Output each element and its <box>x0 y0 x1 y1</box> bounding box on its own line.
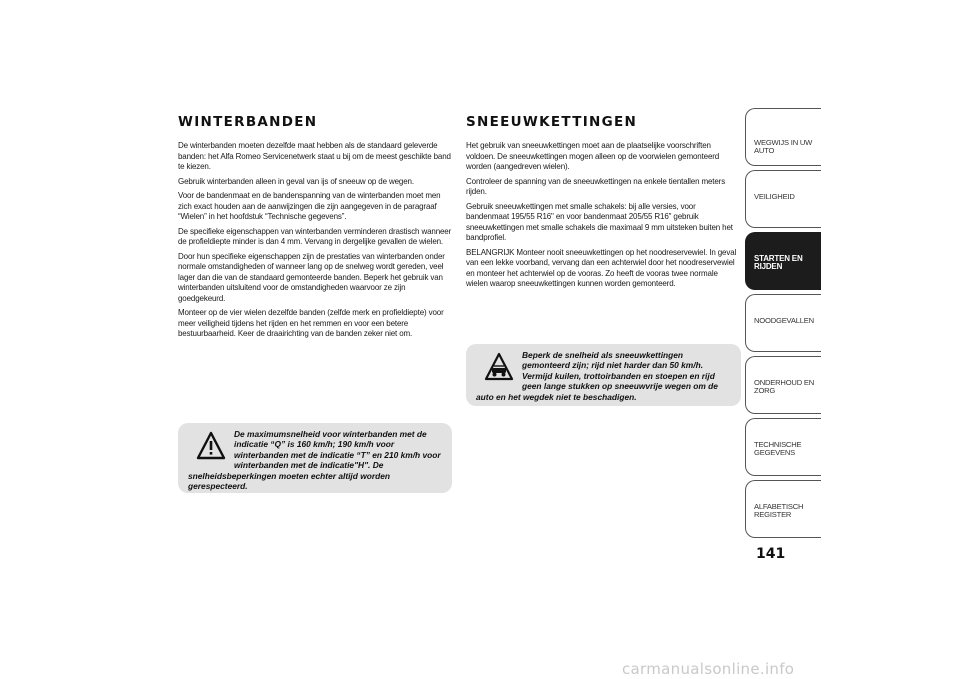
warning-text: Beperk de snelheid als sneeuwkettingen gemonteerd zijn; rijd niet harder dan 50 km/h. Vermijd kuilen, trottoirbanden en stoepen en rijd geen lange stukken op sneeuwvrije wegen om de auto en het wegdek niet te beschadigen. <box>476 350 718 402</box>
paragraph: Het gebruik van sneeuwkettingen moet aan de plaatselijke voorschriften voldoen. De sneeuwkettingen mogen alleen op de voorwielen gemonteerd worden (aangedreven wielen). <box>466 140 720 171</box>
tab-noodgevallen[interactable]: NOODGEVALLEN <box>745 294 821 352</box>
paragraph: Gebruik winterbanden alleen in geval van ijs of sneeuw op de wegen. <box>178 175 414 186</box>
section-title: WINTERBANDEN <box>178 114 318 130</box>
tab-alfabetisch-register[interactable]: ALFABETISCH REGISTER <box>745 480 821 538</box>
paragraph: Controleer de spanning van de sneeuwkettingen na enkele tientallen meters rijden. <box>466 175 726 196</box>
warning-box-chains <box>466 344 741 406</box>
paragraph: Gebruik sneeuwkettingen met smalle schakels: bij alle versies, voor bandenmaat 195/55 R16" en voor bandenmaat 205/55 R16" gebruik sneeuwkettingen met smalle schakels die maximaal 9 mm uitsteken buiten het bandprofiel. <box>466 200 733 242</box>
paragraph: Monteer op de vier wielen dezelfde banden (zelfde merk en profieldiepte) voor meer veiligheid tijdens het rijden en het remmen en voor een betere bestuurbaarheid. Keer de draairichting van de banden zeker niet om. <box>178 307 444 338</box>
warning-triangle-icon <box>196 431 226 461</box>
section-title: SNEEUWKETTINGEN <box>466 114 638 130</box>
section-sneeuwkettingen <box>466 114 740 293</box>
tab-technische-gegevens[interactable]: TECHNISCHE GEGEVENS <box>745 418 821 476</box>
paragraph: De winterbanden moeten dezelfde maat hebben als de standaard geleverde banden: het Alfa Romeo Servicenetwerk staat u bij om de meest geschikte band te kiezen. <box>178 140 451 171</box>
tab-wegwijs[interactable]: WEGWIJS IN UW AUTO <box>745 108 821 166</box>
paragraph: De specifieke eigenschappen van winterbanden verminderen drastisch wanneer de profieldiepte minder is dan 4 mm. Vervang in dergelijke gevallen de wielen. <box>178 225 452 246</box>
chapter-tabs <box>745 108 821 542</box>
warning-box-winter <box>178 423 452 493</box>
tab-starten-en-rijden[interactable]: STARTEN EN RIJDEN <box>745 232 821 290</box>
snow-chains-warning-icon <box>484 352 514 382</box>
paragraph: Door hun specifieke eigenschappen zijn de prestaties van winterbanden onder normale omstandigheden of wanneer lang op de snelweg wordt gereden, veel lager dan die van de standaard gemonteerde banden. Beperk het gebruik van winterbanden uitsluitend voor de omstandigheden waarvoor ze zijn goedgekeurd. <box>178 250 445 303</box>
paragraph: Voor de bandenmaat en de bandenspanning van de winterbanden moet men zich exact houden aan de aanwijzingen die zijn aangegeven in de paragraaf “Wielen” in het hoofdstuk “Technische gegevens”. <box>178 190 441 221</box>
tab-veiligheid[interactable]: VEILIGHEID <box>745 170 821 228</box>
section-winterbanden <box>178 114 452 343</box>
watermark: carmanualsonline.info <box>622 660 795 678</box>
warning-text: De maximumsnelheid voor winterbanden met de indicatie “Q” is 160 km/h; 190 km/h voor winterbanden met de indicatie “T” en 210 km/h voor winterbanden met de indicatie"H". De snelheidsbeperkingen moeten echter altijd worden gerespecteerd. <box>188 429 441 492</box>
paragraph: BELANGRIJK Monteer nooit sneeuwkettingen op het noodreservewiel. In geval van een lekke voorband, vervang dan een achterwiel door het noodreservewiel en monteer het achterwiel op de vooras. Zo heeft de vooras twee normale wielen waarop sneeuwkettingen kunnen worden gemonteerd. <box>466 246 737 288</box>
tab-onderhoud[interactable]: ONDERHOUD EN ZORG <box>745 356 821 414</box>
page-number: 141 <box>756 546 786 562</box>
